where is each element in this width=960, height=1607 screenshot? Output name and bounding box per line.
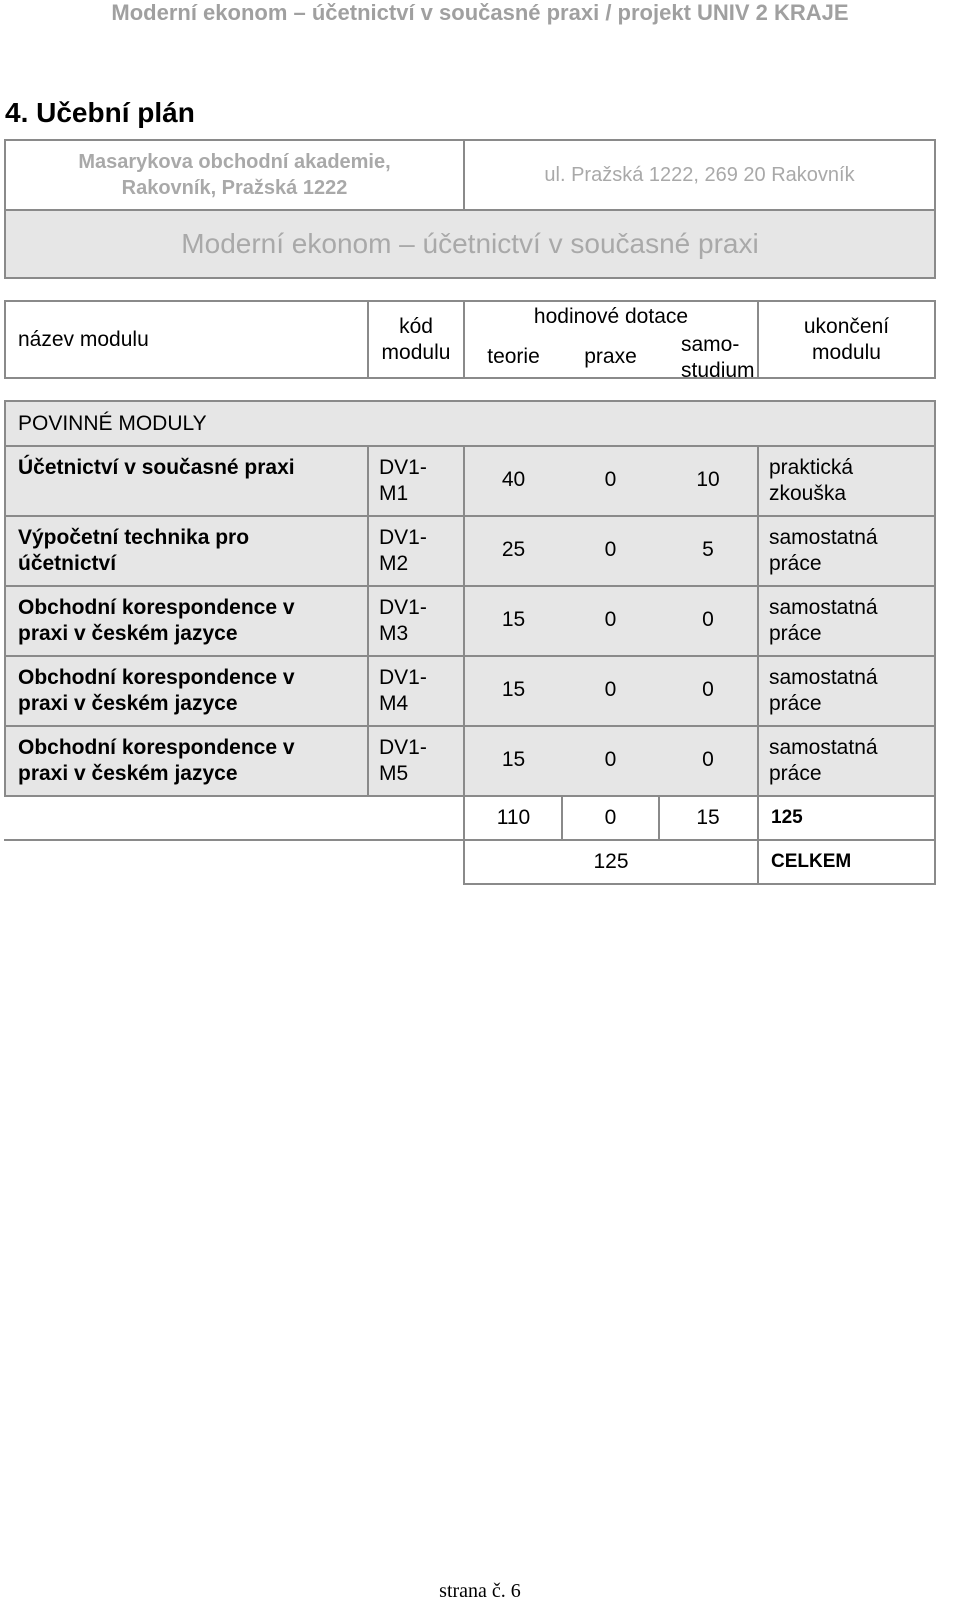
module-theory: 25 [501,538,526,561]
module-code: DV1- M2 [379,526,427,575]
module-code: DV1- M1 [379,456,427,505]
group-label: POVINNÉ MODULY [18,411,207,435]
module-practice: 0 [604,678,617,701]
module-completion-cell [757,585,936,657]
module-name-cell [4,655,369,727]
module-completion-cell [757,725,936,797]
module-selfstudy: 0 [702,608,714,631]
program-name: Moderní ekonom – účetnictví v současné praxi [181,228,759,259]
group-row [4,400,936,447]
module-code-cell [367,725,465,797]
module-practice: 0 [604,468,617,491]
module-theory: 15 [501,608,526,631]
module-practice: 0 [604,748,617,771]
col-completion-label: ukončení modulu [803,314,890,364]
module-name: Obchodní korespondence v praxi v českém jazyce [18,666,295,715]
total-theory: 110 [496,806,531,829]
module-code-cell [367,515,465,587]
module-code: DV1- M4 [379,666,427,715]
module-selfstudy: 10 [696,468,720,491]
module-completion: samostatná práce [769,666,878,715]
school-name: Masarykova obchodní akademie, Rakovník, Pražská 1222 [78,151,391,199]
col-code-label: kód modulu [381,314,451,364]
module-code: DV1- M3 [379,596,427,645]
module-name-cell [4,445,369,517]
grand-total-label: CELKEM [771,851,852,872]
module-completion-cell [757,515,936,587]
module-code-cell [367,445,465,517]
module-completion-cell [757,445,936,517]
col-header-hours [463,300,759,382]
school-address: ul. Pražská 1222, 269 20 Rakovník [544,163,855,186]
module-name-cell [4,725,369,797]
module-completion: praktická zkouška [769,456,854,505]
module-name-cell [4,585,369,657]
module-completion-cell [757,655,936,727]
module-practice: 0 [604,608,617,631]
module-selfstudy: 0 [702,678,714,701]
address-cell [463,139,936,211]
grand-total-value: 125 [593,850,629,873]
col-header-name [4,300,369,379]
module-theory: 40 [501,468,526,491]
module-name: Obchodní korespondence v praxi v českém jazyce [18,596,295,645]
school-cell [4,139,465,211]
module-completion: samostatná práce [769,596,878,645]
col-hours-label: hodinové dotace [533,305,689,328]
grand-total-cell [463,839,759,885]
program-banner [4,209,936,279]
col-theory-label: teorie [487,345,540,368]
col-header-completion [757,300,936,379]
module-name: Výpočetní technika pro účetnictví [18,526,250,575]
section-title: 4. Učební plán [5,97,195,128]
module-name: Obchodní korespondence v praxi v českém jazyce [18,736,295,785]
module-name-cell [4,515,369,587]
total-sum: 125 [771,807,803,828]
col-name-label: název modulu [18,327,149,351]
col-header-code [367,300,465,379]
module-hours-cell [463,725,759,797]
module-code-cell [367,655,465,727]
col-practice-label: praxe [584,345,637,368]
module-selfstudy: 5 [702,538,714,561]
module-completion: samostatná práce [769,736,878,785]
module-practice: 0 [604,538,617,561]
module-completion: samostatná práce [769,526,878,575]
module-name: Účetnictví v současné praxi [18,456,295,479]
total-practice: 0 [604,806,617,829]
module-hours-cell [463,445,759,517]
totals-divider [658,797,660,839]
module-code: DV1- M5 [379,736,427,785]
module-hours-cell [463,585,759,657]
module-selfstudy: 0 [702,748,714,771]
module-theory: 15 [501,748,526,771]
totals-sum-cell [757,795,936,841]
module-hours-cell [463,515,759,587]
col-selfstudy-label: samo- studium [681,333,755,382]
module-code-cell [367,585,465,657]
module-hours-cell [463,655,759,727]
totals-separator [4,839,465,841]
total-selfstudy: 15 [696,806,720,829]
grand-total-label-cell [757,839,936,885]
totals-hours-row [463,795,759,841]
module-theory: 15 [501,678,526,701]
totals-divider [561,797,563,839]
document-header: Moderní ekonom – účetnictví v současné praxi / projekt UNIV 2 KRAJE [111,0,849,25]
page-number: strana č. 6 [439,1580,521,1602]
